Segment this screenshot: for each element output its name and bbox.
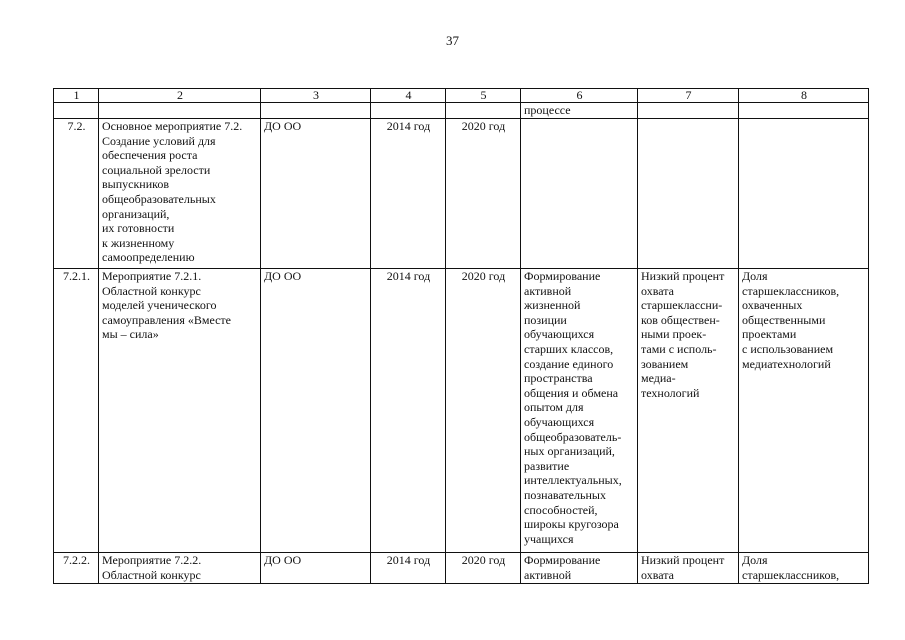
measure-start: 2014 год bbox=[371, 553, 446, 584]
measure-result: Формирование активной bbox=[521, 553, 638, 584]
measure-end: 2020 год bbox=[446, 119, 521, 269]
column-header: 8 bbox=[739, 89, 869, 103]
result-cell: процессе bbox=[521, 103, 638, 119]
column-header: 7 bbox=[638, 89, 739, 103]
column-header: 5 bbox=[446, 89, 521, 103]
measure-executor: ДО ОО bbox=[261, 553, 371, 584]
table-cell bbox=[99, 103, 261, 119]
table-row bbox=[54, 119, 869, 269]
measure-number: 7.2.1. bbox=[54, 269, 99, 553]
measure-name: Мероприятие 7.2.2. Областной конкурс bbox=[99, 553, 261, 584]
table-header-row bbox=[54, 89, 869, 103]
measure-indicator bbox=[739, 119, 869, 269]
page-number: 37 bbox=[446, 33, 459, 48]
measure-name: Основное мероприятие 7.2. Создание условий для обеспечения роста социальной зрелости выпускников общеобразовательных организаций, их готовности к жизненному самоопределению bbox=[99, 119, 261, 269]
measure-result bbox=[521, 119, 638, 269]
measure-name: Мероприятие 7.2.1. Областной конкурс моделей ученического самоуправления «Вместе мы – сила» bbox=[99, 269, 261, 553]
table-cell bbox=[261, 103, 371, 119]
measure-consequence bbox=[638, 119, 739, 269]
continuation-row bbox=[54, 103, 869, 119]
column-header: 2 bbox=[99, 89, 261, 103]
measure-number: 7.2.2. bbox=[54, 553, 99, 584]
table-row bbox=[54, 553, 869, 584]
column-header: 6 bbox=[521, 89, 638, 103]
measure-executor: ДО ОО bbox=[261, 269, 371, 553]
column-header: 1 bbox=[54, 89, 99, 103]
measure-result: Формирование активной жизненной позиции обучающихся старших классов, создание единого пространства общения и обмена опытом для обучающихся общеобразователь- ных организаций, развитие интеллектуальных, познавательных способностей, широкы кругозора учащихся bbox=[521, 269, 638, 553]
measure-executor: ДО ОО bbox=[261, 119, 371, 269]
measure-indicator: Доля старшеклассников, охваченных общественными проектами с использованием медиатехнологий bbox=[739, 269, 869, 553]
table-cell bbox=[638, 103, 739, 119]
measure-consequence: Низкий процент охвата старшеклассни- ков обществен- ными проек- тами с исполь- зованием медиа- технологий bbox=[638, 269, 739, 553]
measure-indicator: Доля старшеклассников, bbox=[739, 553, 869, 584]
table-row bbox=[54, 269, 869, 553]
table-cell bbox=[446, 103, 521, 119]
table-cell bbox=[739, 103, 869, 119]
column-header: 3 bbox=[261, 89, 371, 103]
table-cell bbox=[54, 103, 99, 119]
column-header: 4 bbox=[371, 89, 446, 103]
measure-number: 7.2. bbox=[54, 119, 99, 269]
measure-end: 2020 год bbox=[446, 269, 521, 553]
measure-consequence: Низкий процент охвата bbox=[638, 553, 739, 584]
measure-start: 2014 год bbox=[371, 119, 446, 269]
measure-end: 2020 год bbox=[446, 553, 521, 584]
measures-table bbox=[53, 88, 869, 584]
measure-start: 2014 год bbox=[371, 269, 446, 553]
table-cell bbox=[371, 103, 446, 119]
